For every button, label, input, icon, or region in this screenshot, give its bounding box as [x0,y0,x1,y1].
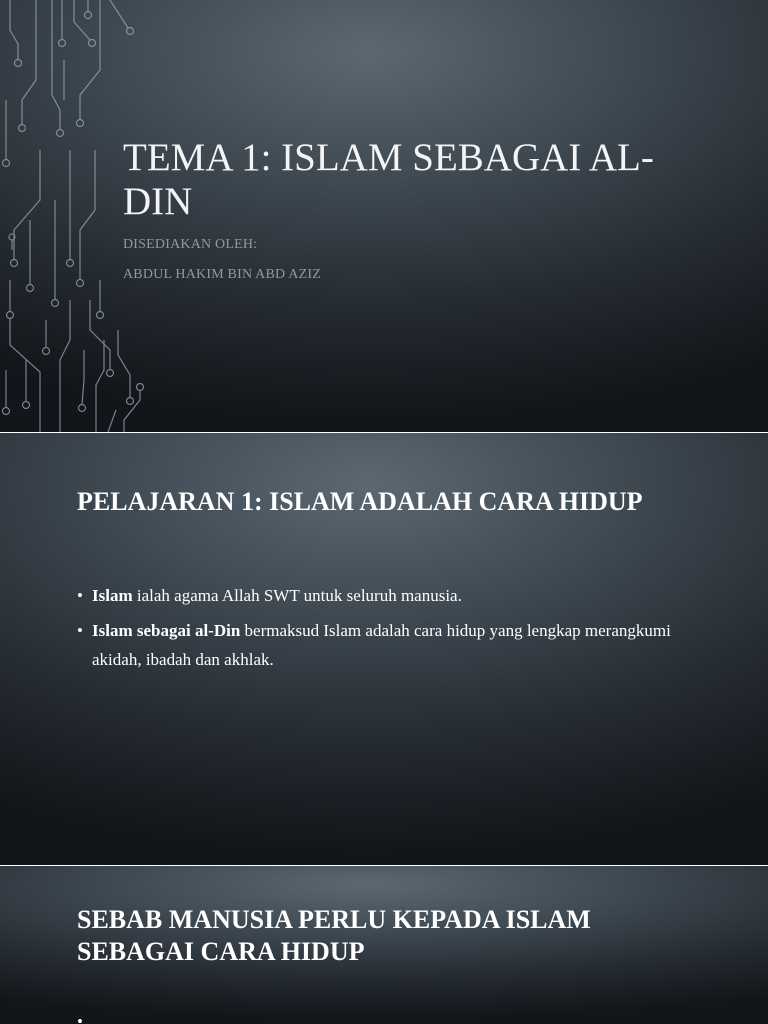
bullet-text: bermaksud Islam adalah cara hidup yang lengkap merangkumi akidah, ibadah dan akhlak. [92,621,671,669]
bullet-item [77,581,677,610]
slide-reasons [0,866,768,1024]
slide-heading: SEBAB MANUSIA PERLU KEPADA ISLAM SEBAGAI CARA HIDUP [77,905,591,966]
presentation-title: TEMA 1: ISLAM SEBAGAI AL-DIN [123,136,654,223]
author-name: ABDUL HAKIM BIN ABD AZIZ [123,267,321,282]
slide-title [0,0,768,432]
bullet-list [77,581,677,680]
slide-lesson-1 [0,433,768,865]
bullet-dot: • [77,586,83,605]
prepared-by-label: DISEDIAKAN OLEH: [123,237,258,252]
slide-heading: PELAJARAN 1: ISLAM ADALAH CARA HIDUP [77,487,643,516]
bullet-bold-term: Islam [92,586,133,605]
bullet-text: ialah agama Allah SWT untuk seluruh manusia. [132,586,462,605]
bullet-dot: • [77,621,83,640]
bullet-bold-term: Islam sebagai al-Din [92,621,241,640]
bullet-dot: • [77,1012,83,1024]
bullet-item [77,616,677,674]
